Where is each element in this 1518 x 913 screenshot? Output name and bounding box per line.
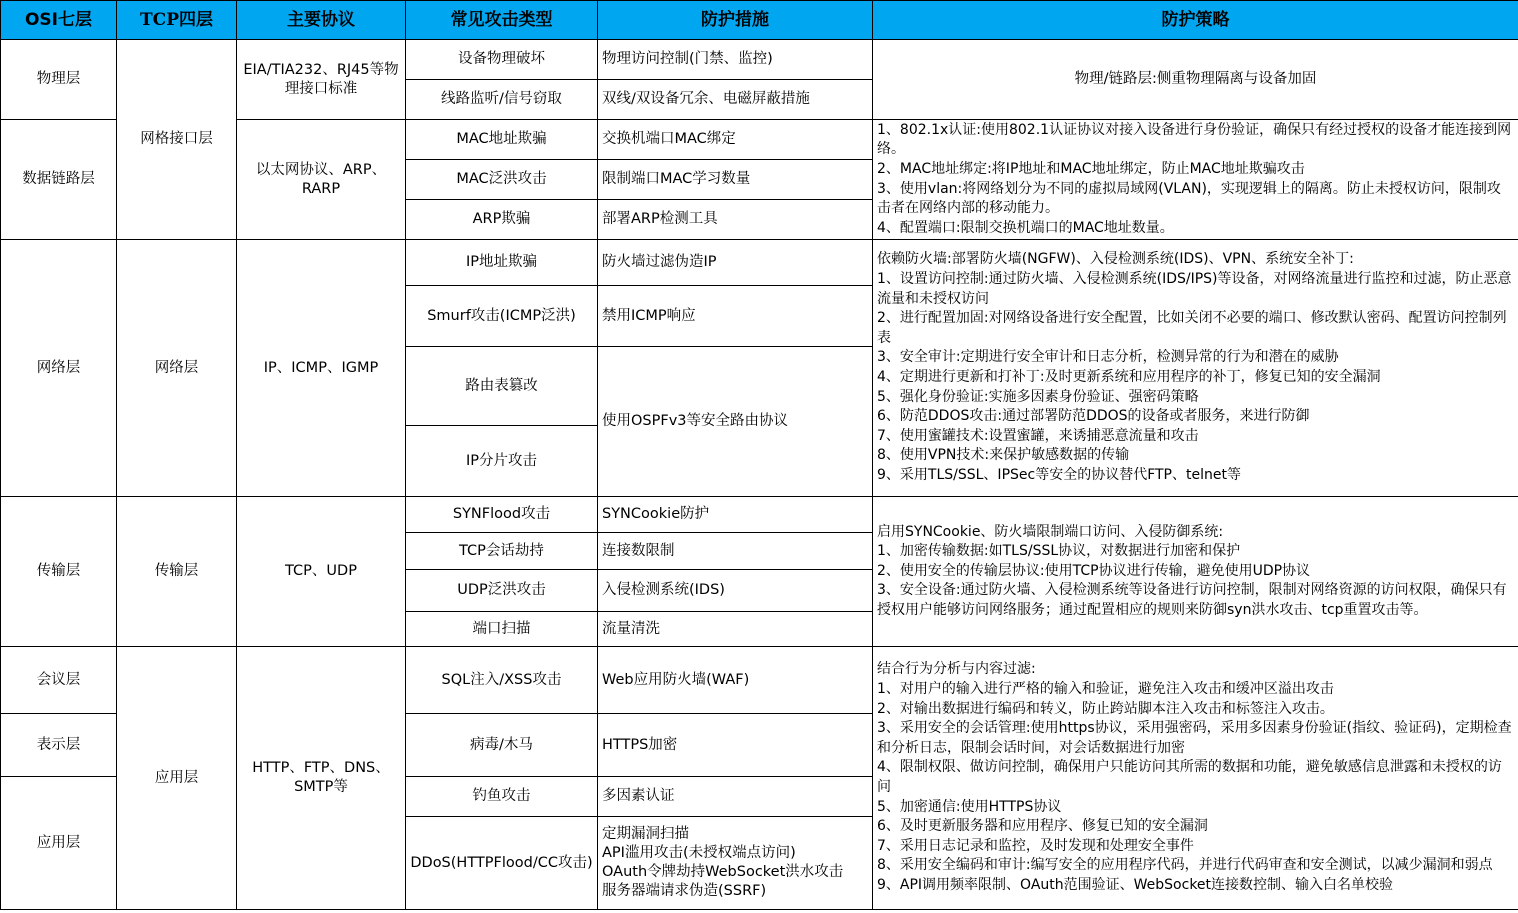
header-osi: OSI七层 [1, 1, 117, 40]
header-protocol: 主要协议 [237, 1, 406, 40]
attack-cell: DDoS(HTTPFlood/CC攻击) [406, 817, 598, 910]
measure-cell: 多因素认证 [598, 777, 873, 817]
measure-cell: 交换机端口MAC绑定 [598, 120, 873, 160]
attack-cell: MAC泛洪攻击 [406, 160, 598, 200]
measure-cell: 连接数限制 [598, 533, 873, 570]
table-row [1, 647, 1518, 714]
attack-cell: 设备物理破坏 [406, 40, 598, 80]
osi-cell-datalink: 数据链路层 [1, 120, 117, 240]
attack-cell: SYNFlood攻击 [406, 497, 598, 533]
protocol-cell-application: HTTP、FTP、DNS、SMTP等 [237, 647, 406, 910]
tcp-cell-transport: 传输层 [117, 497, 237, 647]
attack-cell: 端口扫描 [406, 612, 598, 647]
measure-cell: 限制端口MAC学习数量 [598, 160, 873, 200]
strategy-cell-physical: 物理/链路层:侧重物理隔离与设备加固 [873, 40, 1518, 120]
attack-cell: ARP欺骗 [406, 200, 598, 240]
attack-cell: 病毒/木马 [406, 714, 598, 777]
attack-cell: Smurf攻击(ICMP泛洪) [406, 286, 598, 347]
attack-cell: SQL注入/XSS攻击 [406, 647, 598, 714]
header-strategy: 防护策略 [873, 1, 1518, 40]
measure-cell: 物理访问控制(门禁、监控) [598, 40, 873, 80]
attack-cell: 路由表篡改 [406, 347, 598, 426]
header-tcp: TCP四层 [117, 1, 237, 40]
attack-cell: 线路监听/信号窃取 [406, 80, 598, 120]
measure-cell: SYNCookie防护 [598, 497, 873, 533]
attack-cell: IP分片攻击 [406, 426, 598, 497]
measure-cell: 流量清洗 [598, 612, 873, 647]
measure-cell: 双线/双设备冗余、电磁屏蔽措施 [598, 80, 873, 120]
attack-cell: IP地址欺骗 [406, 240, 598, 286]
tcp-cell-network: 网络层 [117, 240, 237, 497]
osi-cell-physical: 物理层 [1, 40, 117, 120]
strategy-cell-application: 结合行为分析与内容过滤: 1、对用户的输入进行严格的输入和验证，避免注入攻击和缓冲区溢出攻击 2、对输出数据进行编码和转义，防止跨站脚本注入攻击和标签注入攻击。 3、采用安全的会话管理:使用https协议，采用强密码，采用多因素身份验证(指纹、验证码)，定期检查和分析日志，限制会话时间，对会话数据进行加密 4、限制权限、做访问控制，确保用户只能访问其所需的数据和功能，避免敏感信息泄露和未授权的访问 5、加密通信:使用HTTPS协议 6、及时更新服务器和应用程序、修复已知的安全漏洞 7、采用日志记录和监控，及时发现和处理安全事件 8、采用安全编码和审计:编写安全的应用程序代码，并进行代码审查和安全测试，以减少漏洞和弱点 9、API调用频率限制、OAuth范围验证、WebSocket连接数控制、输入白名单校验 [873, 647, 1518, 910]
table-row [1, 497, 1518, 533]
header-attack: 常见攻击类型 [406, 1, 598, 40]
attack-cell: UDP泛洪攻击 [406, 570, 598, 612]
protocol-cell-datalink: 以太网协议、ARP、RARP [237, 120, 406, 240]
protocol-cell-physical: EIA/TIA232、RJ45等物理接口标准 [237, 40, 406, 120]
osi-cell-presentation: 表示层 [1, 714, 117, 777]
strategy-cell-transport: 启用SYNCookie、防火墙限制端口访问、入侵防御系统: 1、加密传输数据:如TLS/SSL协议，对数据进行加密和保护 2、使用安全的传输层协议:使用TCP协议进行传输，避免使用UDP协议 3、安全设备:通过防火墙、入侵检测系统等设备进行访问控制，限制对网络资源的访问权限，确保只有授权用户能够访问网络服务；通过配置相应的规则来防御syn洪水攻击、tcp重置攻击等。 [873, 497, 1518, 647]
table-row [1, 240, 1518, 286]
strategy-cell-network: 依赖防火墙:部署防火墙(NGFW)、入侵检测系统(IDS)、VPN、系统安全补丁: 1、设置访问控制:通过防火墙、入侵检测系统(IDS/IPS)等设备，对网络流量进行监控和过滤，防止恶意流量和未授权访问 2、进行配置加固:对网络设备进行安全配置，比如关闭不必要的端口、修改默认密码、配置访问控制列表 3、安全审计:定期进行安全审计和日志分析，检测异常的行为和潜在的威胁 4、定期进行更新和打补丁:及时更新系统和应用程序的补丁，修复已知的安全漏洞 5、强化身份验证:实施多因素身份验证、强密码策略 6、防范DDOS攻击:通过部署防范DDOS的设备或者服务，来进行防御 7、使用蜜罐技术:设置蜜罐，来诱捕恶意流量和攻击 8、使用VPN技术:来保护敏感数据的传输 9、采用TLS/SSL、IPSec等安全的协议替代FTP、telnet等 [873, 240, 1518, 497]
measure-cell: HTTPS加密 [598, 714, 873, 777]
measure-cell: 部署ARP检测工具 [598, 200, 873, 240]
osi-cell-transport: 传输层 [1, 497, 117, 647]
measure-cell: 入侵检测系统(IDS) [598, 570, 873, 612]
table-row [1, 40, 1518, 80]
tcp-cell-application: 应用层 [117, 647, 237, 910]
tcp-cell-network-interface: 网格接口层 [117, 40, 237, 240]
attack-cell: 钓鱼攻击 [406, 777, 598, 817]
protocol-cell-transport: TCP、UDP [237, 497, 406, 647]
osi-cell-session: 会议层 [1, 647, 117, 714]
osi-cell-network: 网络层 [1, 240, 117, 497]
measure-cell: 使用OSPFv3等安全路由协议 [598, 347, 873, 497]
measure-cell: 防火墙过滤伪造IP [598, 240, 873, 286]
measure-cell: 禁用ICMP响应 [598, 286, 873, 347]
attack-cell: TCP会话劫持 [406, 533, 598, 570]
osi-cell-application: 应用层 [1, 777, 117, 910]
measure-cell: Web应用防火墙(WAF) [598, 647, 873, 714]
protocol-cell-network: IP、ICMP、IGMP [237, 240, 406, 497]
header-row [1, 1, 1518, 40]
strategy-cell-datalink: 1、802.1x认证:使用802.1认证协议对接入设备进行身份验证，确保只有经过授权的设备才能连接到网络。 2、MAC地址绑定:将IP地址和MAC地址绑定，防止MAC地址欺骗攻击 3、使用vlan:将网络划分为不同的虚拟局域网(VLAN)，实现逻辑上的隔离。防止未授权访问，限制攻击者在网络内部的移动能力。 4、配置端口:限制交换机端口的MAC地址数量。 [873, 120, 1518, 240]
header-measure: 防护措施 [598, 1, 873, 40]
attack-cell: MAC地址欺骗 [406, 120, 598, 160]
measure-cell: 定期漏洞扫描 API滥用攻击(未授权端点访问) OAuth令牌劫持WebSocket洪水攻击 服务器端请求伪造(SSRF) [598, 817, 873, 910]
